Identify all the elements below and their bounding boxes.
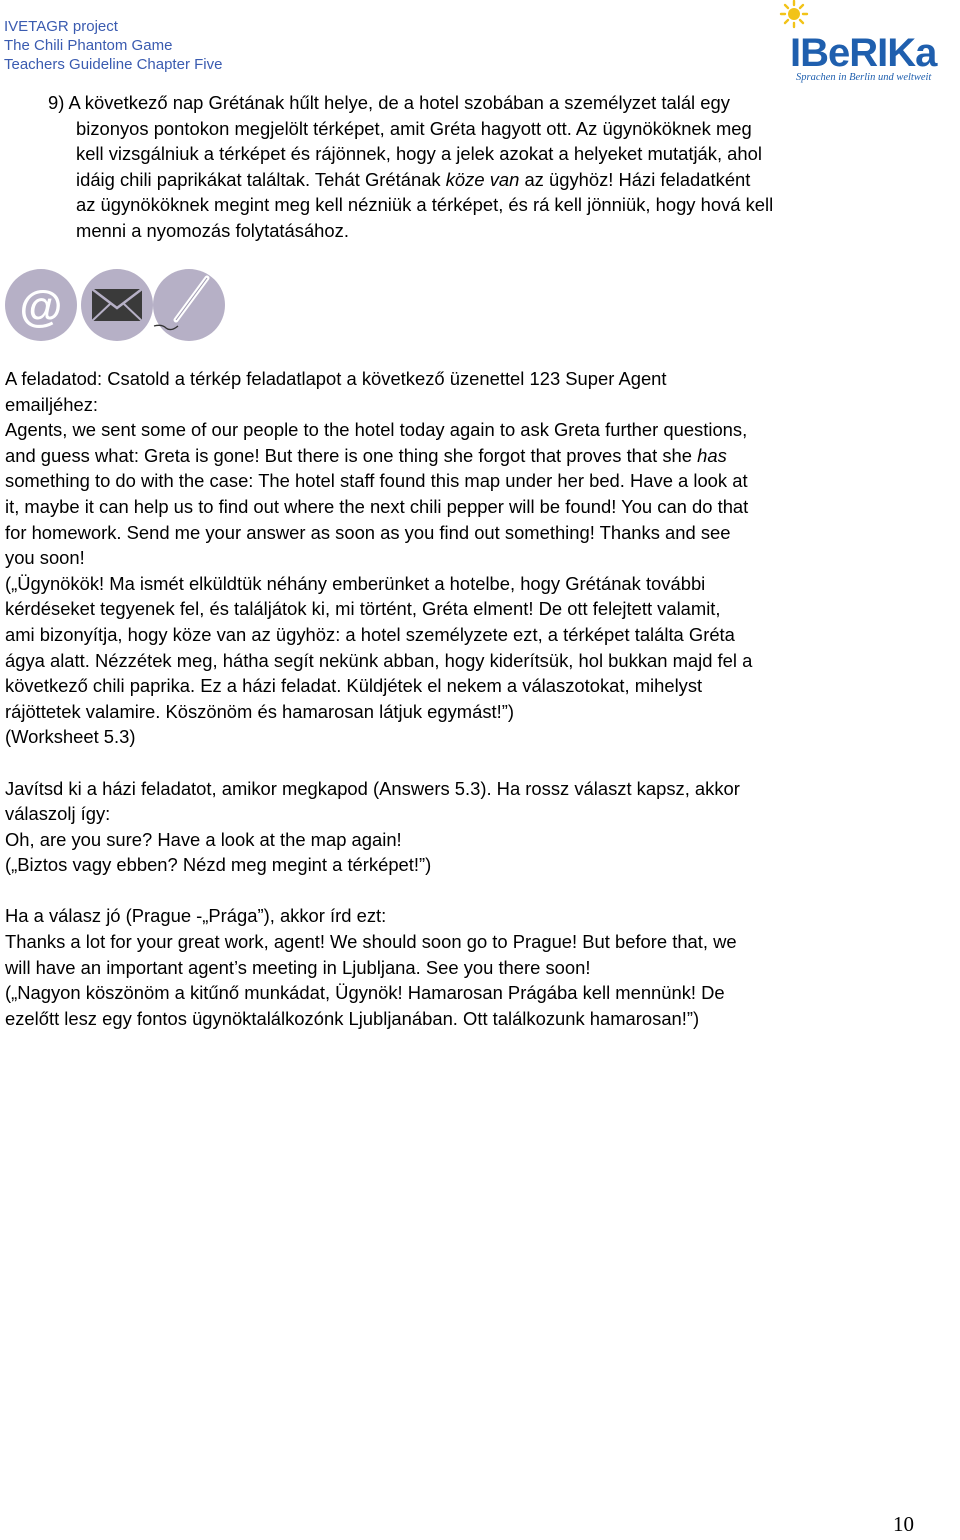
page-number: 10 — [893, 1512, 914, 1536]
section-9-line: menni a nyomozás folytatásához. — [76, 219, 349, 241]
right-answer-hungarian: („Nagyon köszönöm a kitűnő munkádat, Ügynök! Hamarosan Prágába kell mennünk! De — [5, 982, 725, 1004]
section-9 — [48, 90, 938, 243]
text-run: az ügyhöz! Házi feladatként — [519, 168, 751, 190]
header-project: IVETAGR project — [4, 18, 118, 35]
right-answer-hungarian: ezelőtt lesz egy fontos ügynöktalálkozónk Ljubljanában. Ott találkozunk hamarosan!”) — [5, 1007, 700, 1029]
svg-text:Sprachen in Berlin und weltwei: Sprachen in Berlin und weltweit — [796, 72, 932, 83]
text-run: idáig chili paprikákat találtak. Tehát Grétának — [76, 168, 446, 190]
text-run: and guess what: Greta is gone! But there is one thing she forgot that proves that she — [5, 444, 698, 466]
iberika-logo — [772, 0, 960, 86]
hungarian-message-line: („Ügynökök! Ma ismét elküldtük néhány emberünket a hotelbe, hogy Grétának további — [5, 572, 706, 594]
english-message-line: it, maybe it can help us to find out where the next chili pepper will be found! You can do that — [5, 495, 749, 517]
document-header — [4, 17, 222, 74]
task-line: A feladatod: Csatold a térkép feladatlapot a következő üzenettel 123 Super Agent — [5, 368, 667, 389]
correction-line: válaszolj így: — [5, 803, 111, 825]
section-9-line: kell vizsgálniuk a térképet és rájönnek, hogy a jelek azokat a helyeket mutatják, ahol — [76, 143, 762, 164]
wrong-answer-english: Oh, are you sure? Have a look at the map again! — [5, 828, 402, 850]
section-9-line: az ügynököknek megint meg kell nézniük a térképet, és rá kell jönniük, hogy hová kell — [76, 194, 774, 215]
wrong-answer-hungarian: („Biztos vagy ebben? Nézd meg megint a térképet!”) — [5, 854, 432, 876]
right-answer-english: will have an important agent’s meeting in Ljubljana. See you there soon! — [5, 956, 591, 978]
hungarian-message-line: következő chili paprika. Ez a házi feladat. Küldjétek el nekem a válaszotokat, mihelyst — [5, 675, 703, 697]
emphasis-text: köze van — [445, 168, 520, 190]
hungarian-message-line: rájöttetek valamire. Köszönöm és hamarosan látjuk egymást!”) — [5, 700, 515, 722]
header-game-title: The Chili Phantom Game — [4, 37, 173, 54]
contact-icons — [4, 268, 226, 342]
english-message-line: something to do with the case: The hotel staff found this map under her bed. Have a look at — [5, 470, 748, 492]
sun-icon — [781, 1, 807, 27]
spacer — [5, 878, 945, 904]
spacer — [5, 750, 945, 776]
worksheet-reference: (Worksheet 5.3) — [5, 726, 136, 748]
english-message-line: Agents, we sent some of our people to the hotel today again to ask Greta further questions, — [5, 419, 748, 441]
right-answer-english: Thanks a lot for your great work, agent! We should soon go to Prague! But before that, we — [5, 931, 737, 953]
section-9-line — [48, 167, 938, 193]
svg-text:IBeRIKa: IBeRIKa — [790, 31, 937, 75]
section-9-line: 9) A következő nap Grétának hűlt helye, de a hotel szobában a személyzet talál egy — [48, 92, 730, 113]
english-message-line: for homework. Send me your answer as soon as you find out something! Thanks and see — [5, 521, 731, 543]
header-chapter: Teachers Guideline Chapter Five — [4, 56, 223, 73]
english-message-line — [5, 443, 945, 469]
main-body — [5, 366, 945, 1031]
emphasis-text: has — [697, 444, 727, 466]
at-sign-icon — [5, 269, 77, 341]
section-9-line: bizonyos pontokon megjelölt térképet, amit Gréta hagyott ott. Az ügynököknek meg — [76, 117, 752, 139]
correction-line: Javítsd ki a házi feladatot, amikor megkapod (Answers 5.3). Ha rossz választ kapsz, akkor — [5, 777, 740, 799]
hungarian-message-line: ami bizonyítja, hogy köze van az ügyhöz: a hotel személyzete ezt, a térképet találta Gréta — [5, 623, 735, 645]
hungarian-message-line: kérdéseket tegyenek fel, és találjátok ki, mi történt, Gréta elment! De ott felejtett valamit, — [5, 598, 721, 620]
english-message-line: you soon! — [5, 547, 85, 569]
envelope-icon — [81, 269, 153, 341]
hungarian-message-line: ágya alatt. Nézzétek meg, hátha segít nekünk abban, hogy kiderítsük, hol bukkan majd fel a — [5, 649, 753, 671]
right-answer-intro: Ha a válasz jó (Prague -„Prága”), akkor írd ezt: — [5, 905, 387, 927]
task-line: emailjéhez: — [5, 393, 99, 415]
svg-text:@: @ — [19, 282, 63, 331]
pen-icon — [153, 269, 225, 341]
